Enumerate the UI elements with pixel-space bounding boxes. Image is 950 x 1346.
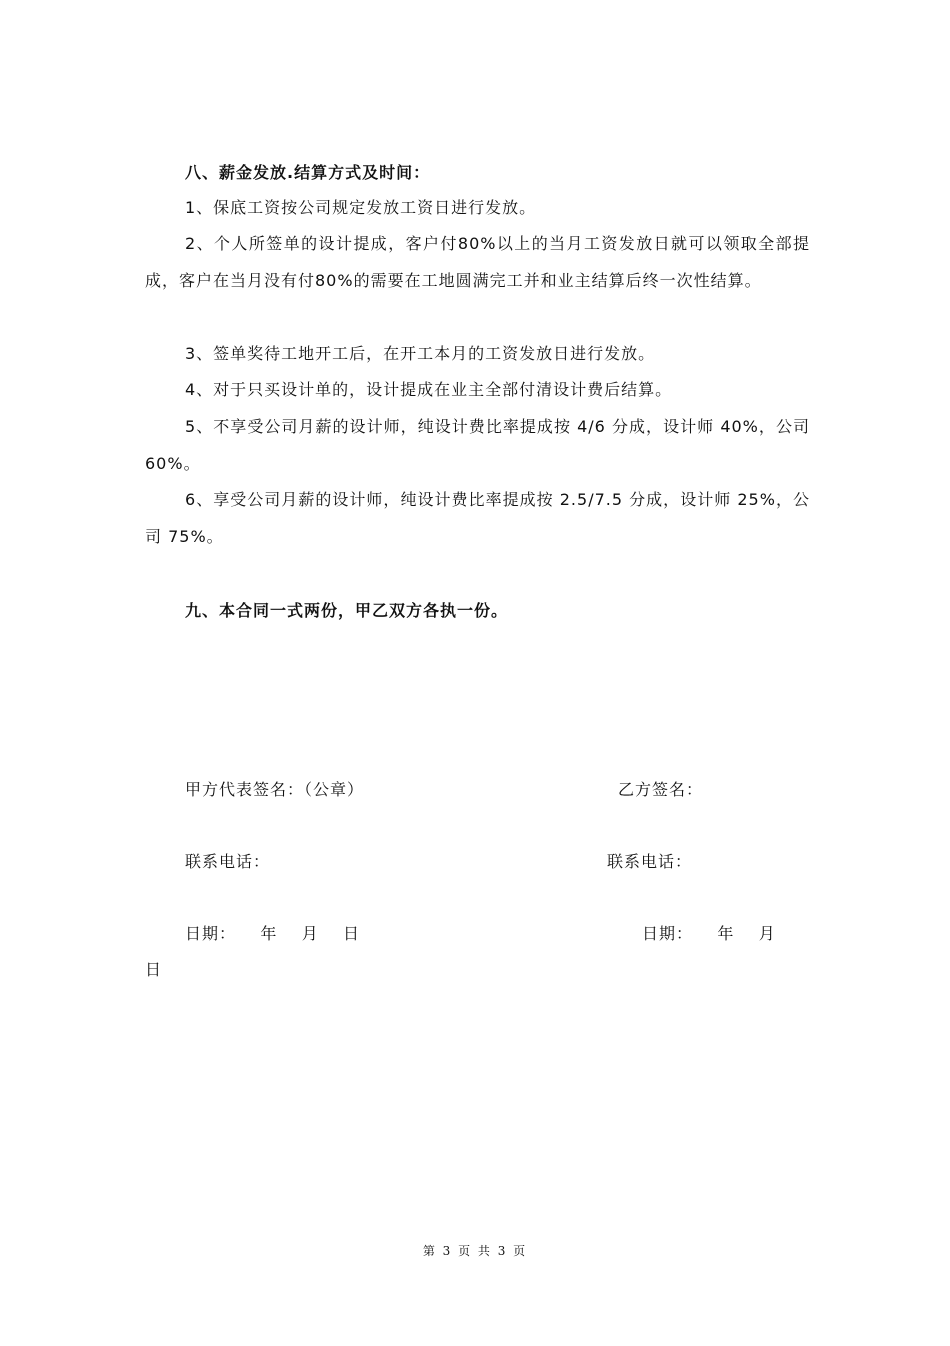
section-8-item-4: 4、对于只买设计单的，设计提成在业主全部付清设计费后结算。 <box>185 380 673 399</box>
section-8-item-6: 6、享受公司月薪的设计师，纯设计费比率提成按 2.5/7.5 分成，设计师 25%，公司 75%。 <box>145 490 810 546</box>
party-a-signature-label: 甲方代表签名：（公章） <box>185 780 365 799</box>
party-b-signature-label: 乙方签名： <box>618 780 704 799</box>
section-9-heading: 九、本合同一式两份，甲乙双方各执一份。 <box>185 601 509 620</box>
party-b-date-day: 日 <box>145 960 163 979</box>
section-8-item-3: 3、签单奖待工地开工后，在开工本月的工资发放日进行发放。 <box>185 344 656 363</box>
party-b-phone-label: 联系电话： <box>607 852 693 871</box>
section-8-heading: 八、薪金发放.结算方式及时间： <box>185 163 431 182</box>
section-8-item-1: 1、保底工资按公司规定发放工资日进行发放。 <box>185 198 537 217</box>
page-footer: 第 3 页 共 3 页 <box>422 1244 528 1258</box>
party-a-date-label: 日期： 年 月 日 <box>185 924 361 943</box>
section-8-item-5: 5、不享受公司月薪的设计师，纯设计费比率提成按 4/6 分成，设计师 40%，公司 60%。 <box>145 417 810 473</box>
section-8-item-2: 2、个人所签单的设计提成，客户付80%以上的当月工资发放日就可以领取全部提成，客户在当月没有付80%的需要在工地圆满完工并和业主结算后终一次性结算。 <box>145 234 810 290</box>
party-b-date-label: 日期： 年 月 <box>642 924 776 943</box>
party-a-phone-label: 联系电话： <box>185 852 271 871</box>
